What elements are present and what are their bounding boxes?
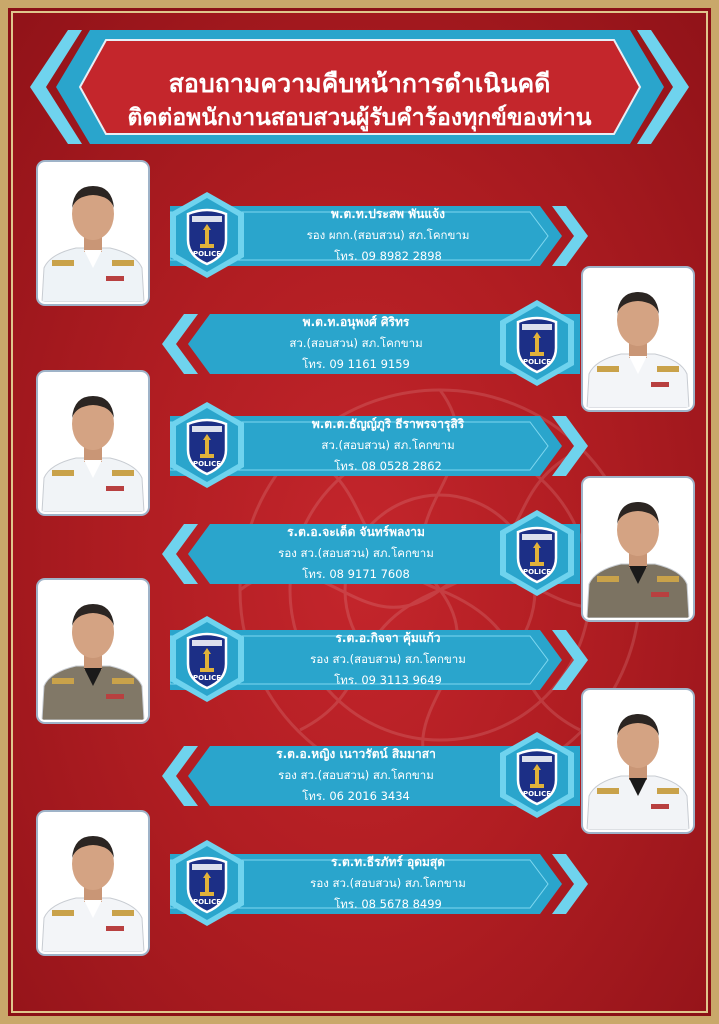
officer-phone: โทร. 08 5678 8499: [334, 897, 442, 911]
officer-info: [238, 852, 538, 915]
officer-name: ร.ต.อ.กิจจา คุ้มแก้ว: [335, 631, 441, 645]
officer-photo: [583, 478, 693, 620]
officer-phone: โทร. 09 8982 2898: [334, 249, 442, 263]
police-badge-icon: [498, 508, 576, 598]
officer-info: [206, 312, 506, 375]
officer-photo: [38, 372, 148, 514]
police-badge-icon: [498, 298, 576, 388]
officer-name: ร.ต.อ.หญิง เนาวรัตน์ สิมมาสา: [276, 747, 436, 761]
officer-info: [238, 204, 538, 267]
officer-position: รอง สว.(สอบสวน) สภ.โคกขาม: [278, 546, 434, 560]
officer-photo: [583, 268, 693, 410]
badge-text: POLICE: [522, 568, 552, 576]
police-badge-icon: [498, 730, 576, 820]
officer-info: [206, 522, 506, 585]
officer-position: สว.(สอบสวน) สภ.โคกขาม: [289, 336, 423, 350]
police-badge-icon: [168, 400, 246, 490]
badge-text: POLICE: [522, 358, 552, 366]
officer-photo: [38, 580, 148, 722]
badge-text: POLICE: [192, 898, 222, 906]
badge-text: POLICE: [522, 790, 552, 798]
officer-position: รอง ผกก.(สอบสวน) สภ.โคกขาม: [306, 228, 470, 242]
officer-name: พ.ต.ท.ประสพ พันแจ้ง: [331, 207, 445, 221]
officer-position: รอง สว.(สอบสวน) สภ.โคกขาม: [278, 768, 434, 782]
officer-photo: [38, 162, 148, 304]
officer-phone: โทร. 06 2016 3434: [302, 789, 410, 803]
officer-position: รอง สว.(สอบสวน) สภ.โคกขาม: [310, 876, 466, 890]
officer-info: [238, 414, 538, 477]
officer-name: ร.ต.ท.ธีรภัทร์ อุดมสุด: [330, 855, 446, 869]
police-badge-icon: [168, 838, 246, 928]
officer-name: พ.ต.ท.อนุพงศ์ ศิริทร: [302, 315, 410, 329]
officer-info: [238, 628, 538, 691]
page-subtitle: ติดต่อพนักงานสอบสวนผู้รับคำร้องทุกข์ของท่าน: [127, 105, 592, 131]
header: [30, 26, 689, 148]
officer-position: สว.(สอบสวน) สภ.โคกขาม: [321, 438, 455, 452]
officer-phone: โทร. 08 9171 7608: [302, 567, 410, 581]
officer-name: พ.ต.ต.ธัญญ์ภูริ ธีราพรจารุสิริ: [311, 417, 465, 431]
officer-name: ร.ต.อ.จะเด็ด จันทร์พลงาม: [287, 525, 425, 539]
officer-phone: โทร. 09 3113 9649: [334, 673, 442, 687]
badge-text: POLICE: [192, 250, 222, 258]
officer-photo: [38, 812, 148, 954]
officer-phone: โทร. 08 0528 2862: [334, 459, 442, 473]
officer-phone: โทร. 09 1161 9159: [302, 357, 410, 371]
officer-photo: [583, 690, 693, 832]
badge-text: POLICE: [192, 460, 222, 468]
police-badge-icon: [168, 614, 246, 704]
page-title: สอบถามความคืบหน้าการดำเนินคดี: [168, 69, 551, 98]
police-badge-icon: [168, 190, 246, 280]
badge-text: POLICE: [192, 674, 222, 682]
officer-info: [206, 744, 506, 807]
officer-position: รอง สว.(สอบสวน) สภ.โคกขาม: [310, 652, 466, 666]
